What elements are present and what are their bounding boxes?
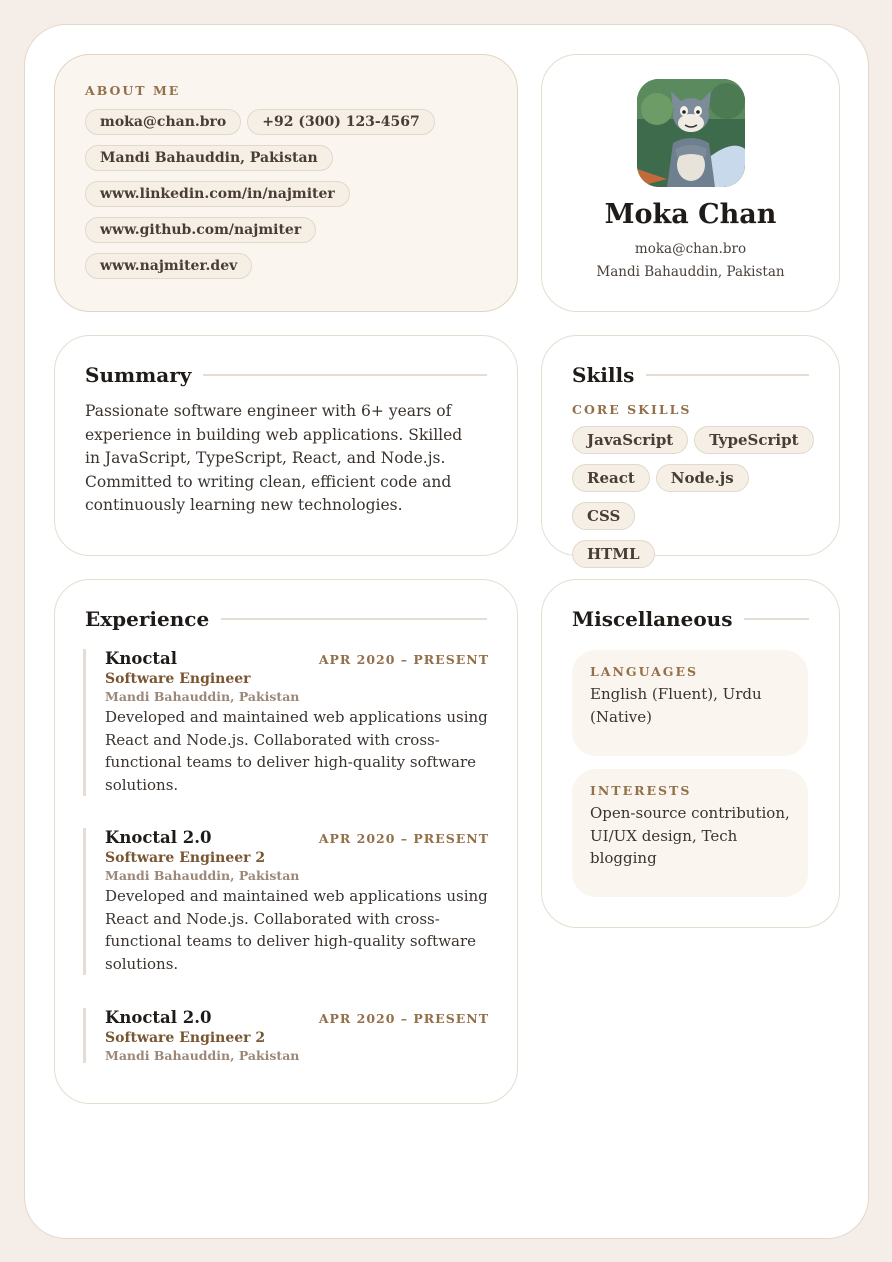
languages-label: LANGUAGES [590, 664, 699, 679]
skills-card [541, 335, 840, 563]
job-description: Developed and maintained web applications using React and Node.js. Collaborated with cross-functional teams to deliver high-quality software solutions. [105, 708, 488, 794]
profile-name: Moka Chan [604, 199, 777, 230]
skills-title: Skills [572, 363, 635, 387]
contact-pills [85, 109, 495, 289]
misc-card [541, 579, 840, 928]
experience-header [85, 607, 487, 631]
skill-chip: JavaScript [572, 426, 688, 454]
misc-header [572, 607, 809, 631]
company-name: Knoctal 2.0 [105, 828, 212, 847]
summary-text: Passionate software engineer with 6+ years of experience in building web applications. Skilled in JavaScript, TypeScript, React, and Node.js. Committed to writing clean, efficient code and continuously learning new technologies. [85, 402, 463, 514]
divider [744, 618, 809, 620]
profile-card [541, 54, 840, 312]
summary-header [85, 363, 487, 387]
about-card [54, 54, 518, 312]
job-location: Mandi Bahauddin, Pakistan [105, 689, 300, 704]
job-title: Software Engineer 2 [105, 1030, 266, 1046]
contact-linkedin[interactable]: www.linkedin.com/in/najmiter [85, 181, 350, 207]
about-heading: ABOUT ME [85, 83, 181, 98]
languages-value: English (Fluent), Urdu (Native) [590, 685, 762, 726]
contact-website[interactable]: www.najmiter.dev [85, 253, 252, 279]
skills-list [572, 426, 822, 578]
core-skills-label: CORE SKILLS [572, 402, 692, 417]
skill-chip: HTML [572, 540, 655, 568]
contact-phone[interactable]: +92 (300) 123-4567 [247, 109, 434, 135]
skill-chip: React [572, 464, 650, 492]
skill-chip: CSS [572, 502, 635, 530]
divider [203, 374, 487, 376]
company-name: Knoctal 2.0 [105, 1008, 212, 1027]
experience-title: Experience [85, 607, 210, 631]
misc-title: Miscellaneous [572, 607, 733, 631]
summary-card [54, 335, 518, 556]
job-title: Software Engineer 2 [105, 850, 266, 866]
profile-email[interactable]: moka@chan.bro [634, 241, 747, 257]
experience-card [54, 579, 518, 1104]
experience-item [83, 828, 489, 975]
job-description: Developed and maintained web applications using React and Node.js. Collaborated with cross-functional teams to deliver high-quality software solutions. [105, 887, 488, 973]
resume-page [24, 24, 869, 1239]
contact-email[interactable]: moka@chan.bro [85, 109, 241, 135]
avatar [637, 79, 745, 187]
contact-location: Mandi Bahauddin, Pakistan [85, 145, 333, 171]
interests-label: INTERESTS [590, 783, 692, 798]
job-title: Software Engineer [105, 671, 251, 687]
experience-item [83, 1008, 489, 1063]
contact-github[interactable]: www.github.com/najmiter [85, 217, 316, 243]
date-range: APR 2020 – PRESENT [318, 831, 489, 846]
interests-box [572, 769, 808, 897]
skill-chip: Node.js [656, 464, 749, 492]
languages-box [572, 650, 808, 756]
date-range: APR 2020 – PRESENT [318, 652, 489, 667]
experience-item [83, 649, 489, 796]
job-location: Mandi Bahauddin, Pakistan [105, 868, 300, 883]
cartoon-cat-avatar-icon [637, 79, 745, 187]
interests-value: Open-source contribution, UI/UX design, Tech blogging [590, 804, 790, 867]
job-location: Mandi Bahauddin, Pakistan [105, 1048, 300, 1063]
skills-header [572, 363, 809, 387]
company-name: Knoctal [105, 649, 177, 668]
date-range: APR 2020 – PRESENT [318, 1011, 489, 1026]
profile-location: Mandi Bahauddin, Pakistan [596, 264, 785, 280]
skill-chip: TypeScript [694, 426, 813, 454]
summary-title: Summary [85, 363, 192, 387]
divider [221, 618, 487, 620]
divider [646, 374, 809, 376]
